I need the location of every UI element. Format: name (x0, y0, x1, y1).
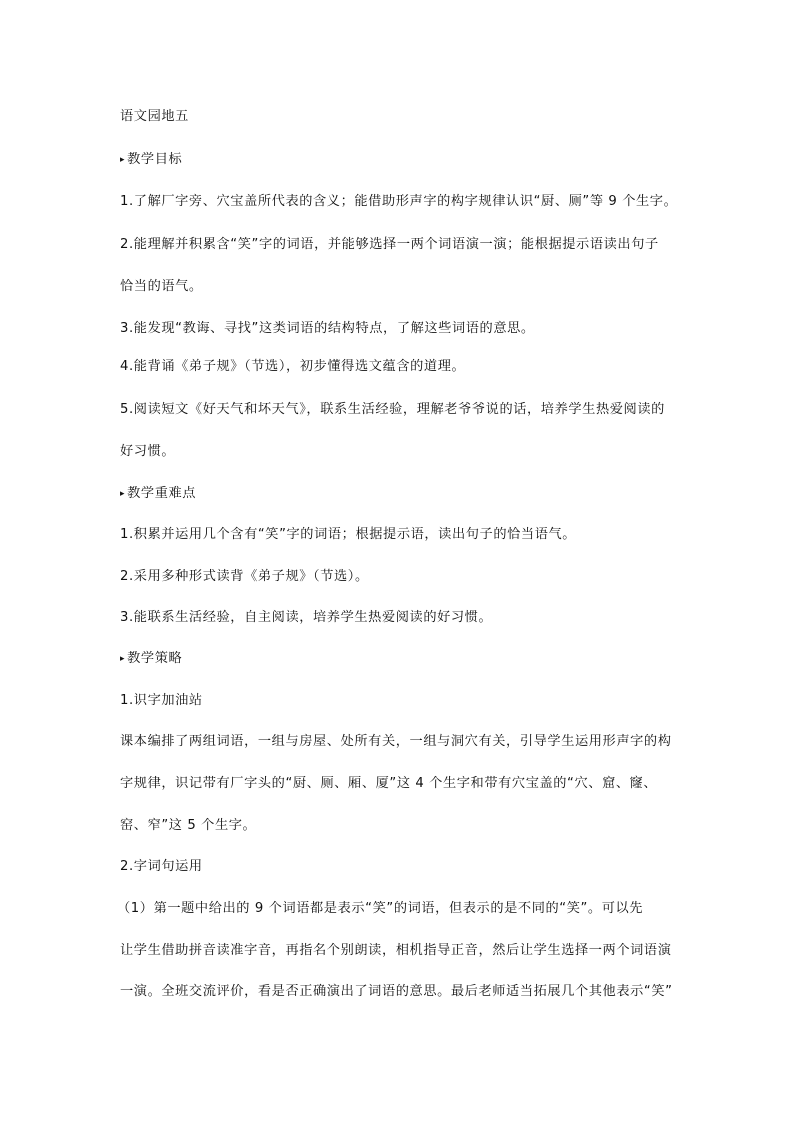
paragraph-line: 5.阅读短文《好天气和坏天气》，联系生活经验，理解老爷爷说的话，培养学生热爱阅读的 (120, 402, 665, 417)
paragraph-line: 2.采用多种形式读背《弟子规》（节选）。 (120, 569, 369, 584)
paragraph-line: 3.能联系生活经验，自主阅读，培养学生热爱阅读的好习惯。 (120, 610, 493, 625)
paragraph-line: 1.积累并运用几个含有“笑”字的词语；根据提示语，读出句子的恰当语气。 (120, 527, 577, 542)
paragraph-line: 课本编排了两组词语，一组与房屋、处所有关，一组与洞穴有关，引导学生运用形声字的构 (120, 734, 672, 749)
section-heading-key-points (120, 485, 700, 503)
section-heading-text: 教学重难点 (127, 486, 197, 501)
section-heading-strategy (120, 650, 700, 668)
document-title: 语文园地五 (120, 109, 189, 124)
paragraph-line: 4.能背诵《弟子规》（节选），初步懂得选文蕴含的道理。 (120, 359, 466, 374)
paragraph-line: 2.能理解并积累含“笑”字的词语，并能够选择一两个词语演一演；能根据提示语读出句子 (120, 237, 659, 252)
paragraph-line: 1.了解厂字旁、穴宝盖所代表的含义；能借助形声字的构字规律认识“厨、厕”等 9 个生字。 (120, 194, 678, 209)
section-heading-text: 教学目标 (127, 152, 183, 167)
triangle-bullet-icon: ▸ (120, 155, 126, 165)
triangle-bullet-icon: ▸ (120, 489, 126, 499)
paragraph-line: 字规律，识记带有厂字头的“厨、厕、厢、厦”这 4 个生字和带有穴宝盖的“穴、窟、窿、 (120, 776, 658, 791)
subsection-heading: 2.字词句运用 (120, 859, 203, 874)
paragraph-line: 好习惯。 (120, 444, 176, 459)
subsection-heading: 1.识字加油站 (120, 693, 203, 708)
paragraph-line: 让学生借助拼音读准字音，再指名个别朗读，相机指导正音，然后让学生选择一两个词语演 (120, 943, 672, 958)
paragraph-line: 恰当的语气。 (120, 279, 203, 294)
paragraph-line: 3.能发现“教诲、寻找”这类词语的结构特点，了解这些词语的意思。 (120, 321, 535, 336)
paragraph-line: 窑、窄”这 5 个生字。 (120, 818, 257, 833)
section-heading-text: 教学策略 (127, 651, 183, 666)
paragraph-line: 一演。全班交流评价，看是否正确演出了词语的意思。最后老师适当拓展几个其他表示“笑” (120, 984, 673, 999)
triangle-bullet-icon: ▸ (120, 654, 126, 664)
section-heading-objectives (120, 151, 700, 169)
paragraph-line: （1）第一题中给出的 9 个词语都是表示“笑”的词语，但表示的是不同的“笑”。可以先 (117, 901, 644, 916)
